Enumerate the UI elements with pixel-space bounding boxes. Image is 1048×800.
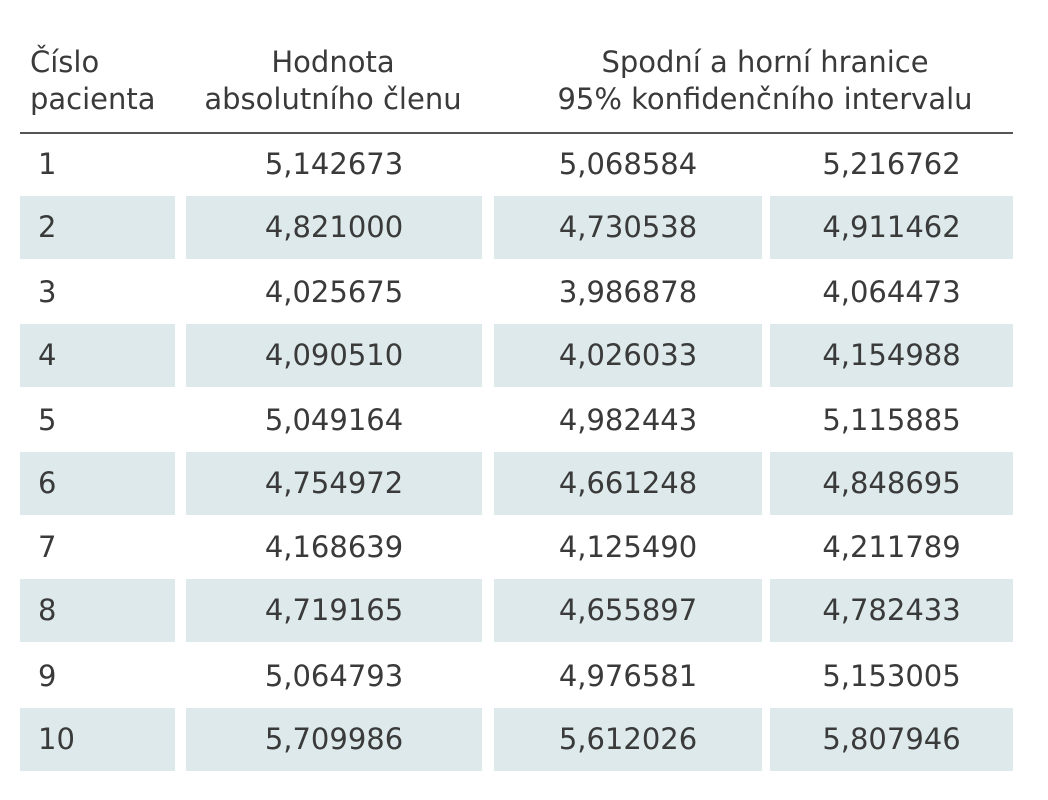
cell-upper-bound: 4,848695 bbox=[770, 452, 1013, 515]
cell-upper-bound: 4,064473 bbox=[822, 275, 961, 309]
table-row bbox=[0, 452, 1048, 515]
cell-lower-bound: 4,982443 bbox=[558, 403, 698, 437]
cell-intercept-value: 5,142673 bbox=[264, 147, 404, 181]
cell-lower-bound: 3,986878 bbox=[558, 275, 698, 309]
cell-intercept-value: 5,049164 bbox=[264, 403, 404, 437]
header-intercept-value-line1: Hodnota bbox=[271, 45, 395, 79]
table-row bbox=[0, 324, 1048, 387]
cell-upper-bound: 5,115885 bbox=[822, 403, 961, 437]
cell-patient-number: 4 bbox=[20, 324, 175, 387]
cell-upper-bound: 4,211789 bbox=[822, 530, 961, 564]
cell-patient-number: 8 bbox=[20, 579, 175, 642]
cell-lower-bound: 4,661248 bbox=[494, 452, 762, 515]
cell-intercept-value: 4,025675 bbox=[264, 275, 404, 309]
cell-upper-bound: 5,807946 bbox=[770, 708, 1013, 771]
table-row bbox=[0, 389, 1048, 452]
cell-intercept-value: 4,719165 bbox=[186, 579, 482, 642]
table-row bbox=[0, 708, 1048, 771]
header-patient-number bbox=[30, 44, 156, 118]
cell-lower-bound: 4,655897 bbox=[494, 579, 762, 642]
header-patient-number-line2: pacienta bbox=[30, 82, 156, 116]
cell-patient-number: 1 bbox=[38, 147, 57, 181]
cell-intercept-value: 4,168639 bbox=[264, 530, 404, 564]
cell-upper-bound: 5,216762 bbox=[822, 147, 961, 181]
header-confidence-interval bbox=[510, 44, 1020, 118]
header-patient-number-line1: Číslo bbox=[30, 45, 100, 79]
cell-intercept-value: 5,709986 bbox=[186, 708, 482, 771]
header-intercept-value-line2: absolutního členu bbox=[204, 82, 462, 116]
cell-upper-bound: 4,782433 bbox=[770, 579, 1013, 642]
cell-lower-bound: 4,730538 bbox=[494, 196, 762, 259]
cell-lower-bound: 5,612026 bbox=[494, 708, 762, 771]
cell-patient-number: 2 bbox=[20, 196, 175, 259]
cell-upper-bound: 5,153005 bbox=[822, 659, 961, 693]
cell-upper-bound: 4,911462 bbox=[770, 196, 1013, 259]
table-row bbox=[0, 645, 1048, 708]
cell-lower-bound: 4,026033 bbox=[494, 324, 762, 387]
table-row bbox=[0, 261, 1048, 324]
cell-patient-number: 6 bbox=[20, 452, 175, 515]
header-confidence-interval-line2: 95% konfidenčního intervalu bbox=[557, 82, 973, 116]
table-row bbox=[0, 579, 1048, 642]
cell-intercept-value: 5,064793 bbox=[264, 659, 404, 693]
cell-patient-number: 5 bbox=[38, 403, 57, 437]
table-row bbox=[0, 516, 1048, 579]
cell-lower-bound: 4,976581 bbox=[558, 659, 698, 693]
cell-patient-number: 9 bbox=[38, 659, 57, 693]
cell-intercept-value: 4,090510 bbox=[186, 324, 482, 387]
cell-patient-number: 7 bbox=[38, 530, 57, 564]
cell-lower-bound: 4,125490 bbox=[558, 530, 698, 564]
table-row bbox=[0, 133, 1048, 196]
cell-intercept-value: 4,754972 bbox=[186, 452, 482, 515]
table-row bbox=[0, 196, 1048, 259]
header-intercept-value bbox=[183, 44, 483, 118]
cell-patient-number: 3 bbox=[38, 275, 57, 309]
cell-patient-number: 10 bbox=[20, 708, 175, 771]
cell-upper-bound: 4,154988 bbox=[770, 324, 1013, 387]
cell-lower-bound: 5,068584 bbox=[558, 147, 698, 181]
header-confidence-interval-line1: Spodní a horní hranice bbox=[601, 45, 929, 79]
cell-intercept-value: 4,821000 bbox=[186, 196, 482, 259]
